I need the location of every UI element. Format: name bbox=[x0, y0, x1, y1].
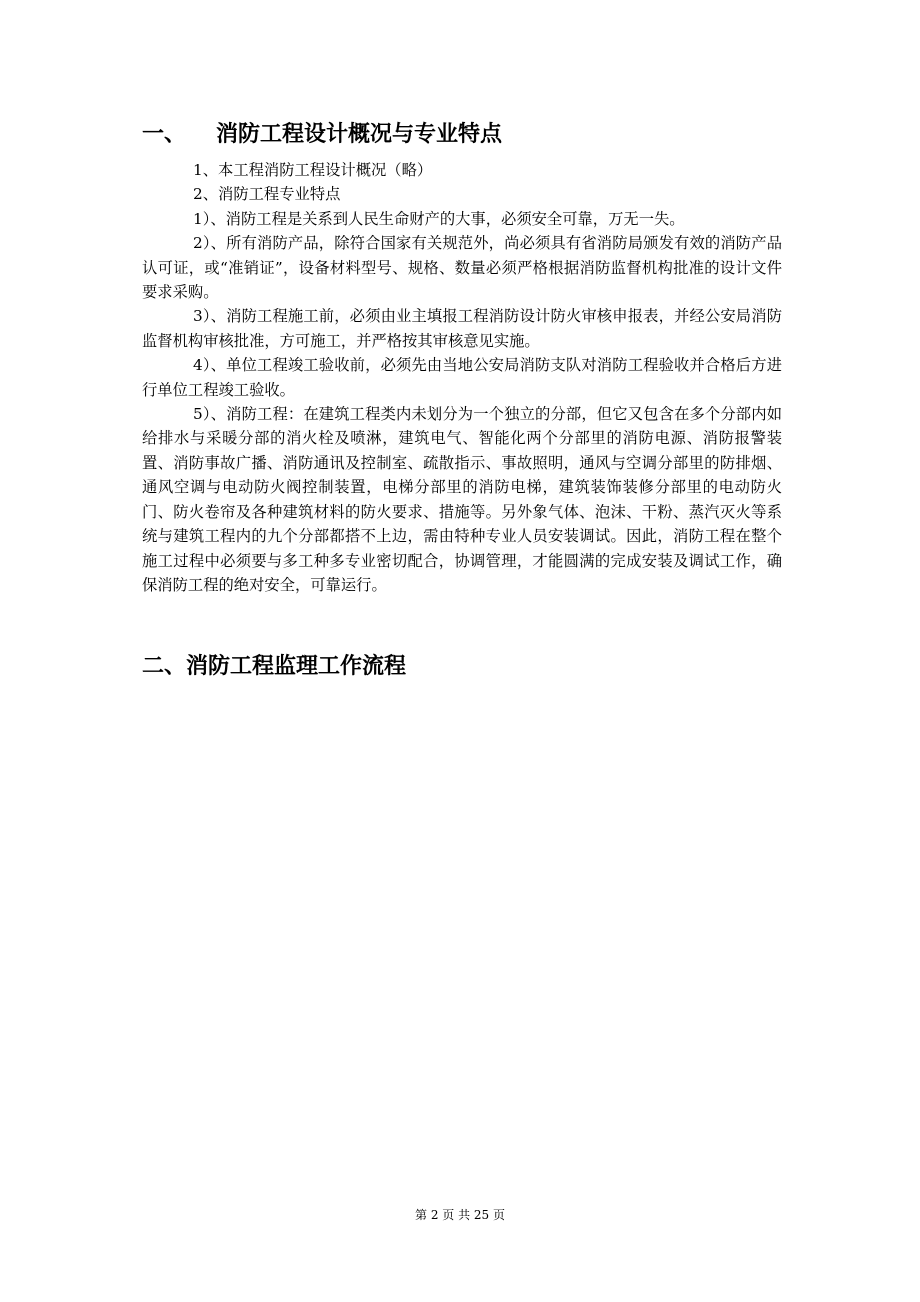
paragraph: 3）、消防工程施工前，必须由业主填报工程消防设计防火审核申报表，并经公安局消防监督机构审核批准，方可施工，并严格按其审核意见实施。 bbox=[142, 307, 782, 350]
paragraph: 4）、单位工程竣工验收前，必须先由当地公安局消防支队对消防工程验收并合格后方进行单位工程竣工验收。 bbox=[142, 356, 782, 399]
paragraph: 2）、所有消防产品，除符合国家有关规范外，尚必须具有省消防局颁发有效的消防产品认可证，或“准销证”，设备材料型号、规格、数量必须严格根据消防监督机构批准的设计文件要求采购。 bbox=[142, 234, 782, 302]
section-heading-1-title: 消防工程设计概况与专业特点 bbox=[216, 122, 503, 147]
paragraph: 5）、消防工程：在建筑工程类内未划分为一个独立的分部，但它又包含在多个分部内如给排水与采暖分部的消火栓及喷淋，建筑电气、智能化两个分部里的消防电源、消防报警装置、消防事故广播、消防通讯及控制室、疏散指示、事故照明，通风与空调分部里的防排烟、通风空调与电动防火阀控制装置，电梯分部里的消防电梯，建筑装饰装修分部里的电动防火门、防火卷帘及各种建筑材料的防火要求、措施等。另外象气体、泡沫、干粉、蒸汽灭火等系统与建筑工程内的九个分部都搭不上边，需由特种专业人员安装调试。因此，消防工程在整个施工过程中必须要与多工种多专业密切配合，协调管理，才能圆满的完成安装及调试工作，确保消防工程的绝对安全，可靠运行。 bbox=[142, 405, 782, 594]
page-footer: 第 2 页 共 25 页 bbox=[415, 1208, 505, 1222]
section-heading-1-number: 一、 bbox=[142, 122, 187, 147]
section-1-body bbox=[142, 158, 782, 597]
paragraph: 1）、消防工程是关系到人民生命财产的大事，必须安全可靠，万无一失。 bbox=[193, 209, 685, 228]
section-heading-2: 二、消防工程监理工作流程 bbox=[142, 654, 407, 679]
list-item: 2、消防工程专业特点 bbox=[193, 185, 341, 204]
list-item: 1、本工程消防工程设计概况（略） bbox=[193, 161, 433, 179]
section-heading-1 bbox=[142, 120, 502, 150]
